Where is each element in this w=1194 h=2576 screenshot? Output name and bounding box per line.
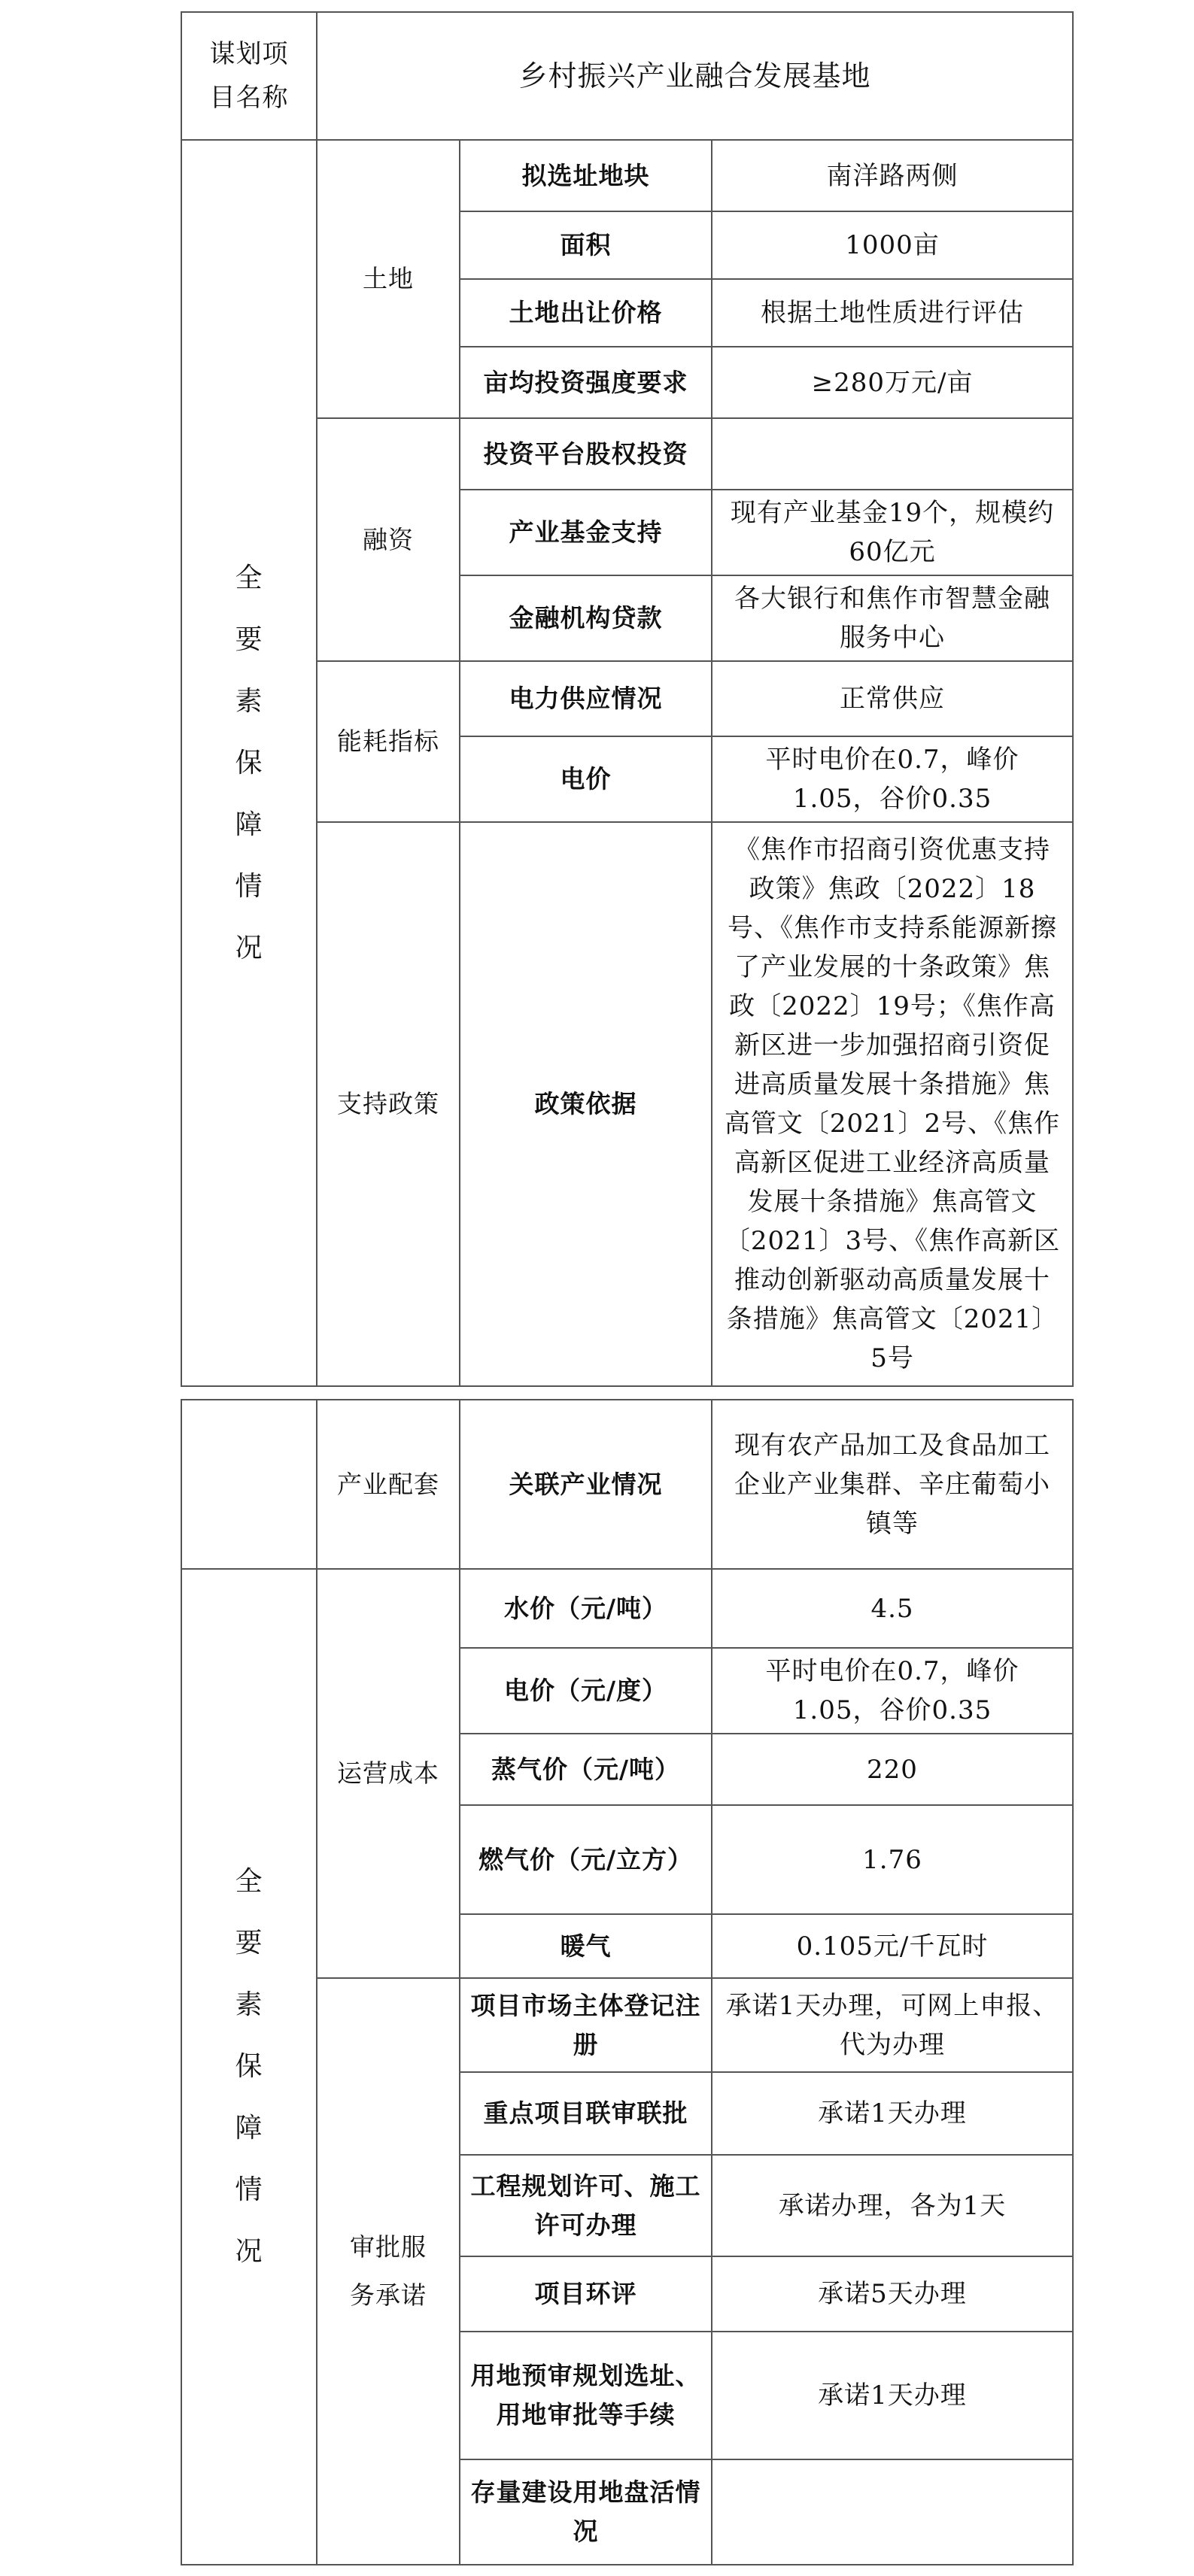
group-label-approval-text: 审批服务承诺 xyxy=(350,2232,427,2310)
row-value: 承诺办理，各为1天 xyxy=(712,2155,1073,2256)
row-value: 1000亩 xyxy=(712,211,1073,279)
group-label-approval xyxy=(317,1978,460,2565)
row-value: 承诺5天办理 xyxy=(712,2256,1073,2332)
row-key: 项目环评 xyxy=(460,2256,712,2332)
row-value: 现有农产品加工及食品加工企业产业集群、辛庄葡萄小镇等 xyxy=(712,1400,1073,1569)
row-key: 蒸气价（元/吨） xyxy=(460,1734,712,1805)
row-key: 亩均投资强度要求 xyxy=(460,347,712,418)
project-name-value: 乡村振兴产业融合发展基地 xyxy=(317,12,1073,140)
row-key: 拟选址地块 xyxy=(460,140,712,211)
row-value: 承诺1天办理 xyxy=(712,2332,1073,2459)
group-label-operating: 运营成本 xyxy=(317,1569,460,1978)
row-key: 面积 xyxy=(460,211,712,279)
row-value: 承诺1天办理，可网上申报、代为办理 xyxy=(712,1978,1073,2072)
row-value xyxy=(712,2459,1073,2565)
row-value: 0.105元/千瓦时 xyxy=(712,1914,1073,1978)
section-label-text: 全要素保障情况 xyxy=(235,562,263,963)
table-row xyxy=(181,12,1073,140)
row-value: 南洋路两侧 xyxy=(712,140,1073,211)
section-label xyxy=(181,1569,317,2565)
row-key: 电价（元/度） xyxy=(460,1648,712,1734)
row-value: 220 xyxy=(712,1734,1073,1805)
row-key: 电力供应情况 xyxy=(460,661,712,736)
table-row xyxy=(181,1400,1073,1569)
row-value: 各大银行和焦作市智慧金融服务中心 xyxy=(712,575,1073,661)
row-value: 现有产业基金19个，规模约60亿元 xyxy=(712,490,1073,575)
row-value: 平时电价在0.7，峰价1.05，谷价0.35 xyxy=(712,736,1073,822)
row-value: 1.76 xyxy=(712,1805,1073,1914)
row-key: 土地出让价格 xyxy=(460,279,712,347)
row-value: 根据土地性质进行评估 xyxy=(712,279,1073,347)
section-label-text: 全要素保障情况 xyxy=(235,1866,263,2267)
group-label-policy: 支持政策 xyxy=(317,822,460,1386)
row-key: 产业基金支持 xyxy=(460,490,712,575)
row-key: 水价（元/吨） xyxy=(460,1569,712,1648)
table-row xyxy=(181,140,1073,211)
row-key: 暖气 xyxy=(460,1914,712,1978)
row-value: 正常供应 xyxy=(712,661,1073,736)
project-table-1 xyxy=(181,11,1074,1387)
row-value: ≥280万元/亩 xyxy=(712,347,1073,418)
row-key: 用地预审规划选址、用地审批等手续 xyxy=(460,2332,712,2459)
project-table-2 xyxy=(181,1399,1074,2565)
group-label-energy: 能耗指标 xyxy=(317,661,460,822)
row-key: 关联产业情况 xyxy=(460,1400,712,1569)
row-value: 《焦作市招商引资优惠支持政策》焦政〔2022〕18号、《焦作市支持系能源新擦了产业发展的十条政策》焦政〔2022〕19号；《焦作高新区进一步加强招商引资促进高质量发展十条措施》焦高管文〔2021〕2号、《焦作高新区促进工业经济高质量发展十条措施》焦高管文〔2021〕3号、《焦作高新区推动创新驱动高质量发展十条措施》焦高管文〔2021〕5号 xyxy=(712,822,1073,1386)
row-value: 平时电价在0.7，峰价1.05，谷价0.35 xyxy=(712,1648,1073,1734)
row-key: 重点项目联审联批 xyxy=(460,2072,712,2155)
group-label-finance: 融资 xyxy=(317,418,460,661)
row-key: 金融机构贷款 xyxy=(460,575,712,661)
group-label-industry: 产业配套 xyxy=(317,1400,460,1569)
table-row xyxy=(181,1569,1073,1648)
row-value: 承诺1天办理 xyxy=(712,2072,1073,2155)
row-key: 政策依据 xyxy=(460,822,712,1386)
row-key: 燃气价（元/立方） xyxy=(460,1805,712,1914)
blank-cell xyxy=(181,1400,317,1569)
project-name-label: 谋划项目名称 xyxy=(181,12,317,140)
section-label xyxy=(181,140,317,1386)
row-key: 工程规划许可、施工许可办理 xyxy=(460,2155,712,2256)
row-key: 电价 xyxy=(460,736,712,822)
row-key: 存量建设用地盘活情况 xyxy=(460,2459,712,2565)
row-key: 投资平台股权投资 xyxy=(460,418,712,490)
row-value: 4.5 xyxy=(712,1569,1073,1648)
row-key: 项目市场主体登记注册 xyxy=(460,1978,712,2072)
group-label-land: 土地 xyxy=(317,140,460,418)
row-value xyxy=(712,418,1073,490)
